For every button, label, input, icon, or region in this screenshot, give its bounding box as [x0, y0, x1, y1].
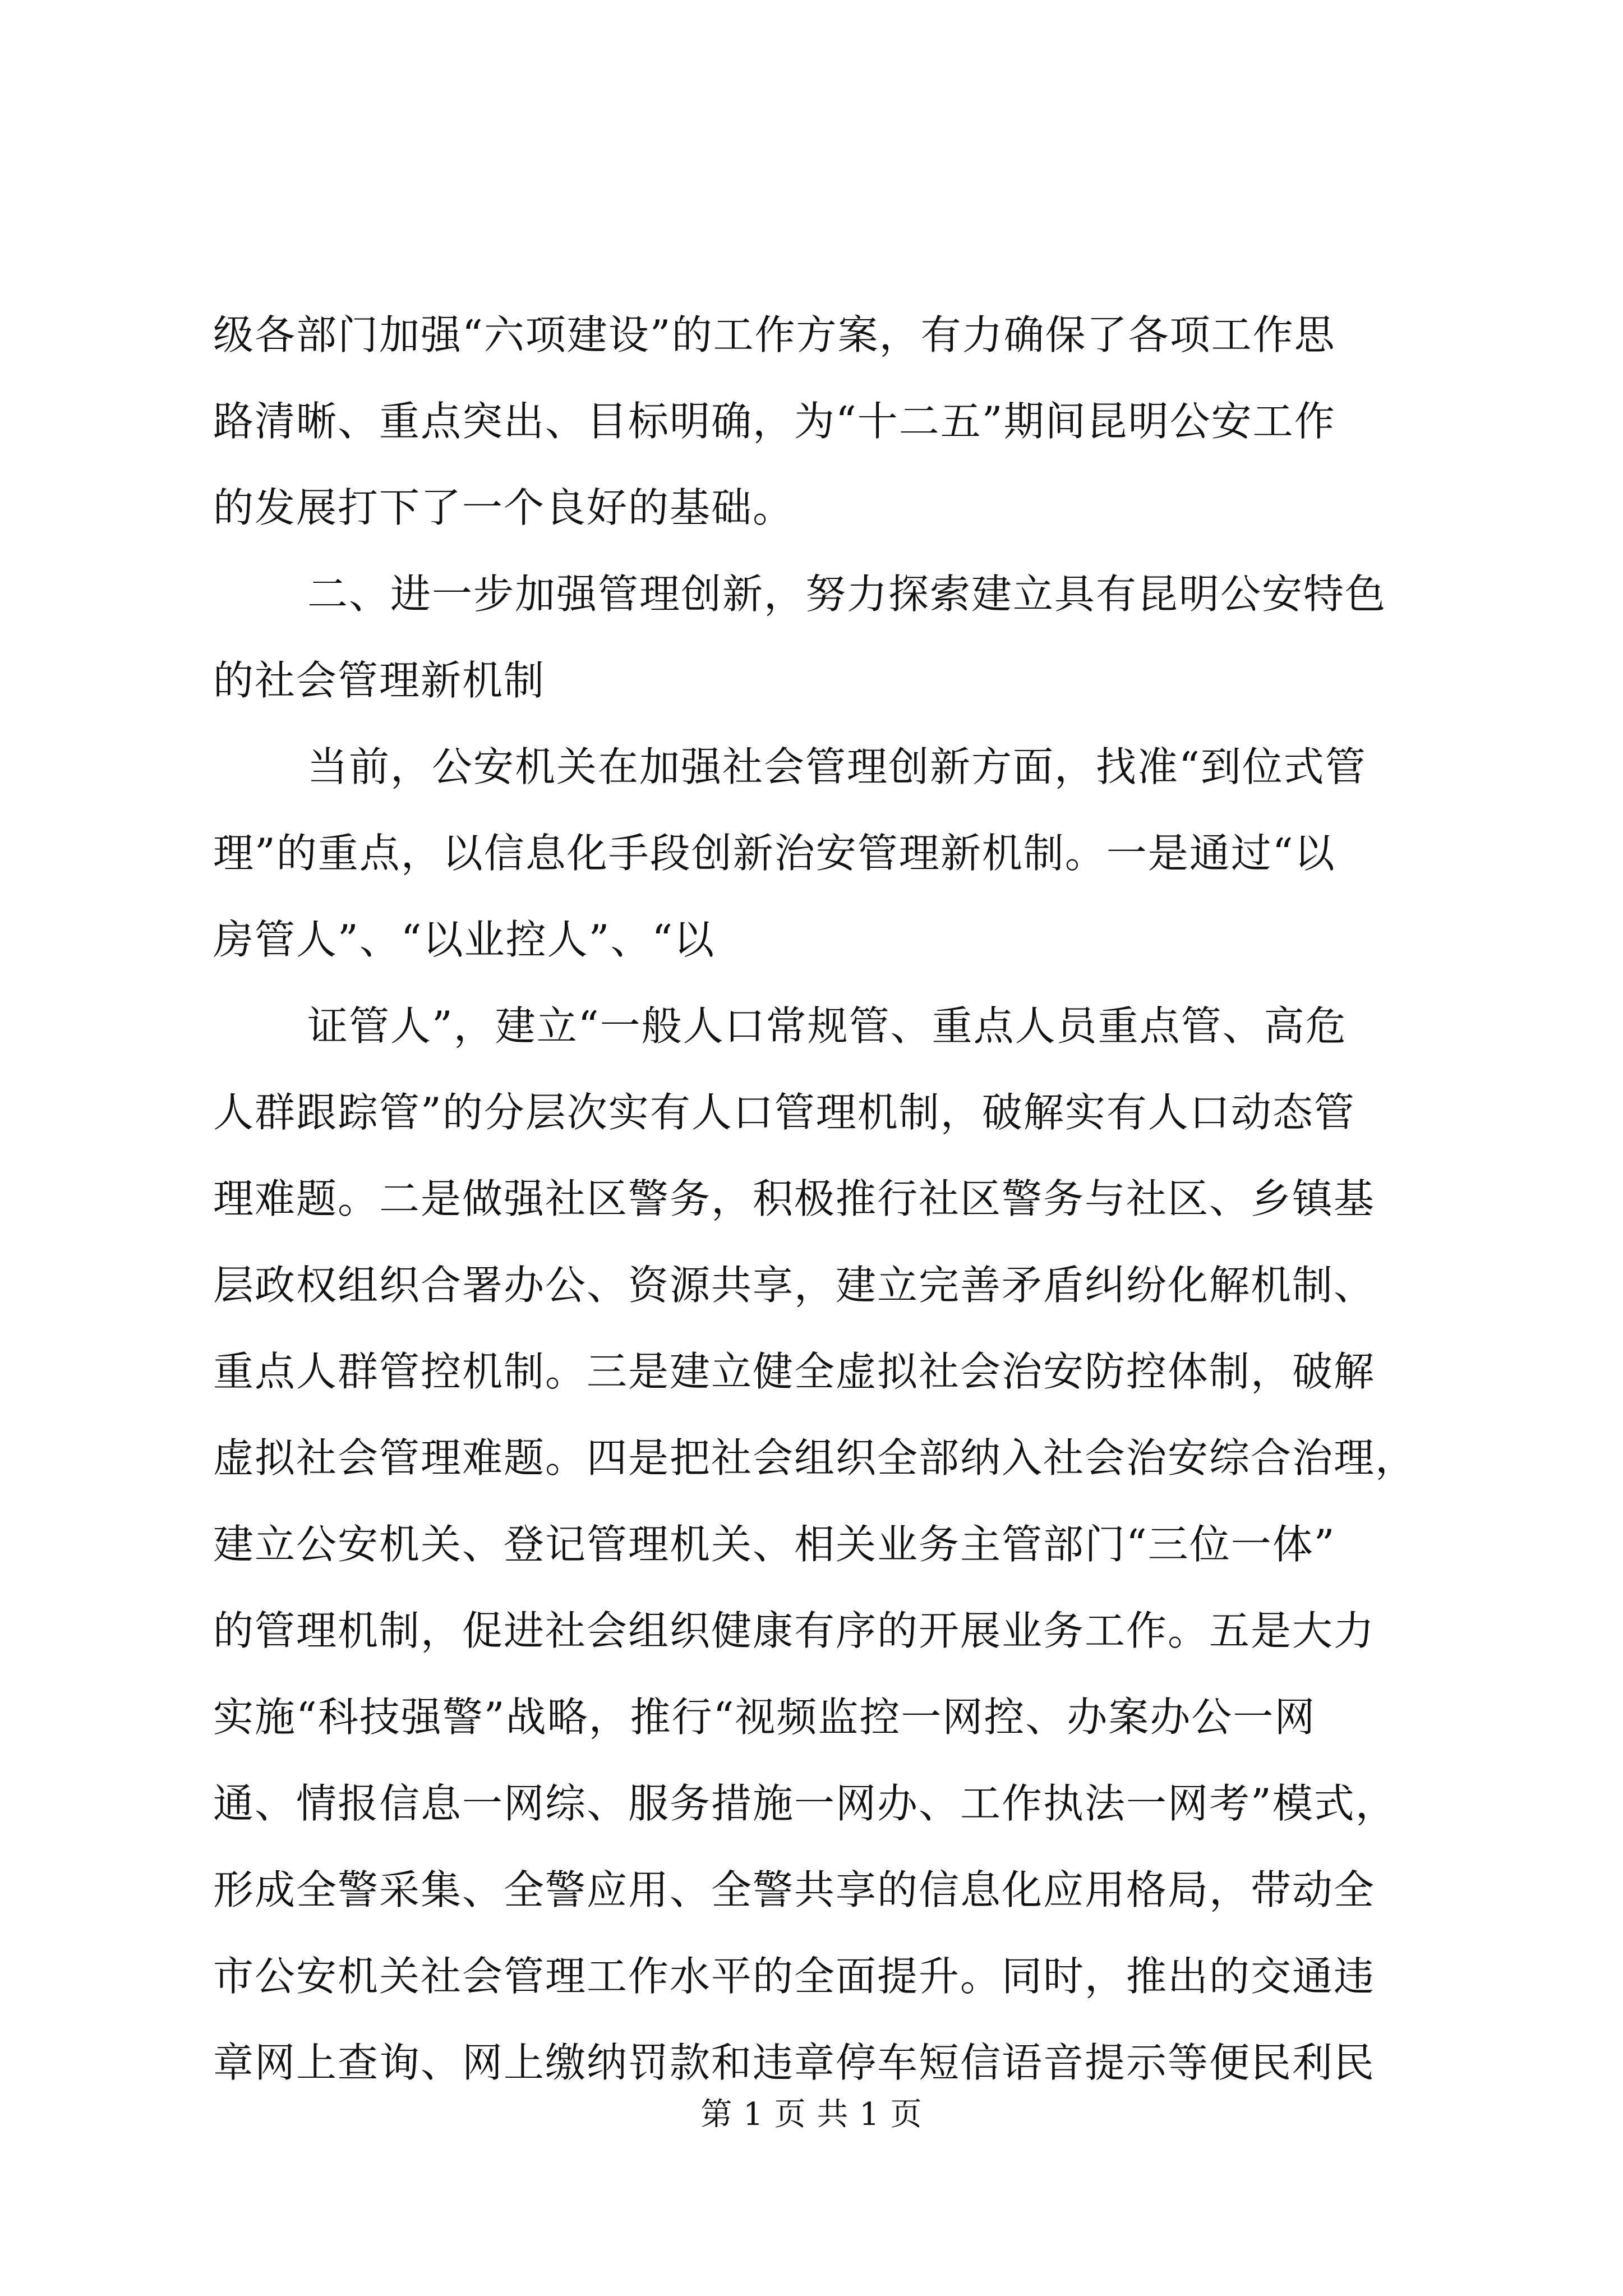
text-line: 的发展打下了一个良好的基础。 [213, 484, 795, 531]
page-footer [0, 2095, 1623, 2134]
section-heading-line: 二、进一步加强管理创新，努力探索建立具有昆明公安特色 [307, 570, 1387, 618]
page-number-label: 第 1 页 共 1 页 [700, 2096, 923, 2133]
text-line: 章网上查询、网上缴纳罚款和违章停车短信语音提示等便民利民 [213, 2039, 1376, 2086]
text-line: 理难题。二是做强社区警务，积极推行社区警务与社区、乡镇基 [213, 1175, 1376, 1222]
text-line: 人群跟踪管”的分层次实有人口管理机制，破解实有人口动态管 [213, 1089, 1355, 1136]
text-line: 路清晰、重点突出、目标明确，为“十二五”期间昆明公安工作 [213, 398, 1336, 445]
text-line: 证管人”，建立“一般人口常规管、重点人员重点管、高危 [307, 1002, 1347, 1050]
text-line: 市公安机关社会管理工作水平的全面提升。同时，推出的交通违 [213, 1953, 1376, 2000]
text-line: 形成全警采集、全警应用、全警共享的信息化应用格局，带动全 [213, 1866, 1376, 1913]
text-line: 建立公安机关、登记管理机关、相关业务主管部门“三位一体” [213, 1521, 1336, 1568]
text-line: 通、情报信息一网综、服务措施一网办、工作执法一网考”模式， [213, 1780, 1397, 1827]
text-line: 房管人”、“以业控人”、“以 [213, 916, 716, 963]
text-line: 理”的重点，以信息化手段创新治安管理新机制。一是通过“以 [213, 830, 1336, 877]
text-line: 当前，公安机关在加强社会管理创新方面，找准“到位式管 [307, 743, 1367, 790]
text-line: 虚拟社会管理难题。四是把社会组织全部纳入社会治安综合治理， [213, 1434, 1417, 1481]
text-line: 级各部门加强“六项建设”的工作方案，有力确保了各项工作思 [213, 311, 1336, 358]
text-line: 实施“科技强警”战略，推行“视频监控一网控、办案办公一网 [213, 1694, 1316, 1741]
text-line: 的管理机制，促进社会组织健康有序的开展业务工作。五是大力 [213, 1607, 1376, 1654]
text-line: 重点人群管控机制。三是建立健全虚拟社会治安防控体制，破解 [213, 1348, 1376, 1395]
body-text [213, 292, 1417, 2106]
text-line: 层政权组织合署办公、资源共享，建立完善矛盾纠纷化解机制、 [213, 1262, 1376, 1309]
section-heading-line: 的社会管理新机制 [213, 657, 546, 704]
